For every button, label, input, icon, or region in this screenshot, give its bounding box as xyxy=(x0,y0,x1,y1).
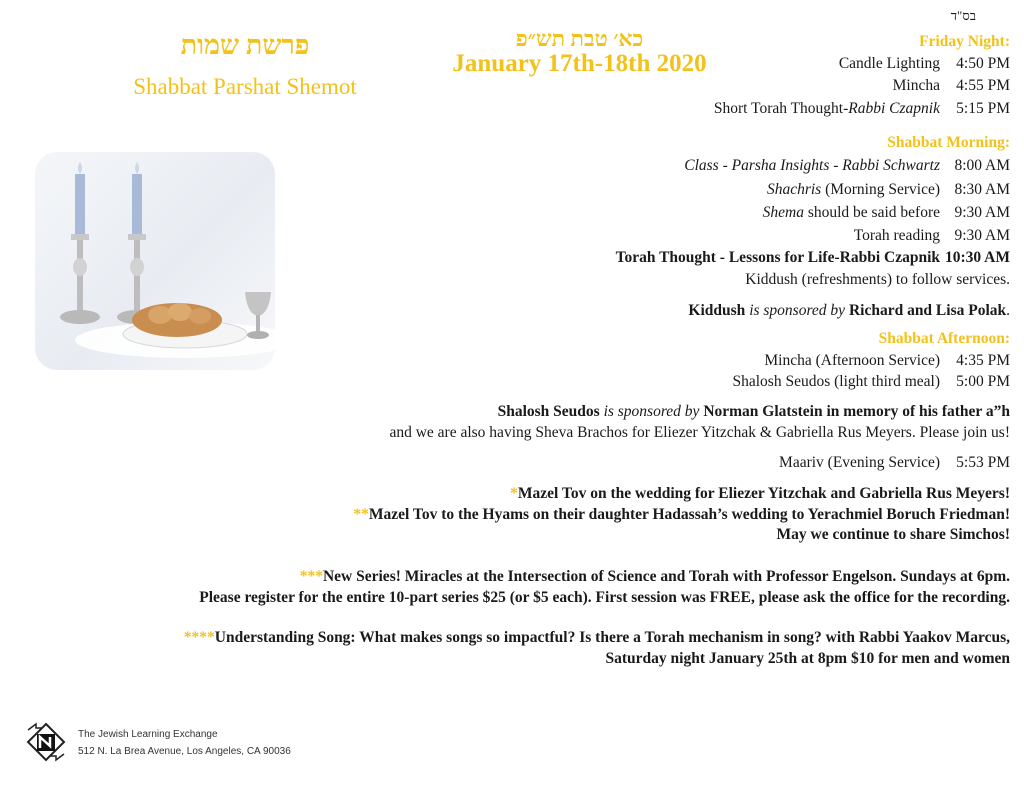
song-announcement xyxy=(184,629,1010,647)
sponsor-word: Shalosh Seudos xyxy=(497,403,600,420)
label-italic: Shachris xyxy=(766,181,822,198)
schedule-time: 4:55 PM xyxy=(956,77,1010,94)
schedule-row xyxy=(854,227,1010,245)
schedule-row xyxy=(763,204,1010,222)
asterisk: ** xyxy=(353,506,369,523)
bsd-mark: בס"ד xyxy=(950,8,976,23)
schedule-time: 5:15 PM xyxy=(956,100,1010,117)
shabbat-candles-photo xyxy=(35,152,275,370)
schedule-row xyxy=(714,100,1010,118)
footer-address: 512 N. La Brea Avenue, Los Angeles, CA 90036 xyxy=(78,746,291,757)
schedule-label xyxy=(714,100,940,118)
english-parsha-title: Shabbat Parshat Shemot xyxy=(133,74,357,99)
schedule-time: 5:53 PM xyxy=(956,454,1010,471)
series-registration: Please register for the entire 10-part series $25 (or $5 each). First session was FREE, please ask the office for the recording. xyxy=(199,589,1010,606)
schedule-row xyxy=(893,77,1010,95)
sponsor-word: Kiddush xyxy=(688,302,746,319)
label-text: Short Torah Thought- xyxy=(713,100,849,117)
schedule-time: 4:35 PM xyxy=(956,352,1010,369)
schedule-label: Torah Thought - Lessons for Life-Rabbi Czapnik xyxy=(615,249,940,266)
series-announcement xyxy=(300,568,1010,586)
label-text: should be said before xyxy=(803,204,940,221)
seudos-sponsor xyxy=(498,403,1010,421)
kiddush-sponsor xyxy=(688,302,1010,320)
schedule-time: 4:50 PM xyxy=(956,55,1010,72)
label-italic: Shema xyxy=(762,204,804,221)
schedule-time: 5:00 PM xyxy=(956,373,1010,390)
schedule-label: Shalosh Seudos (light third meal) xyxy=(732,373,940,390)
schedule-row xyxy=(779,454,1010,472)
song-details: Saturday night January 25th at 8pm $10 for men and women xyxy=(605,650,1010,667)
asterisk: * xyxy=(510,485,518,502)
schedule-label: Mincha xyxy=(892,77,940,94)
schedule-label xyxy=(767,181,940,199)
schedule-row xyxy=(732,373,1010,391)
sponsor-mid: is sponsored by xyxy=(599,403,704,420)
jle-logo-icon xyxy=(26,722,66,762)
sponsor-name: Norman Glatstein in memory of his father a”h xyxy=(703,403,1010,420)
schedule-label: Candle Lighting xyxy=(838,55,940,72)
sponsor-mid: is sponsored by xyxy=(745,302,849,319)
label-text: (Morning Service) xyxy=(821,181,940,198)
label-speaker: Rabbi Czapnik xyxy=(848,100,940,117)
schedule-time: 8:30 AM xyxy=(954,181,1010,198)
announcement-text: Mazel Tov on the wedding for Eliezer Yitzchak and Gabriella Rus Meyers! xyxy=(517,485,1010,502)
mazel-tov-2 xyxy=(353,506,1010,524)
shabbat-afternoon-heading: Shabbat Afternoon: xyxy=(878,330,1010,347)
schedule-label xyxy=(763,204,940,222)
schedule-time: 9:30 AM xyxy=(954,204,1010,221)
sponsor-name: Richard and Lisa Polak xyxy=(848,302,1007,319)
schedule-label: Mincha (Afternoon Service) xyxy=(764,352,940,369)
sponsor-end: . xyxy=(1006,302,1010,319)
simchos-note: May we continue to share Simchos! xyxy=(776,526,1010,543)
schedule-row xyxy=(839,55,1010,73)
english-date: January 17th-18th 2020 xyxy=(452,50,707,77)
asterisk: *** xyxy=(299,568,323,585)
schedule-time: 10:30 AM xyxy=(944,249,1010,266)
schedule-row xyxy=(616,249,1010,267)
schedule-label: Class - Parsha Insights - Rabbi Schwartz xyxy=(684,157,940,174)
hebrew-date: כא׳ טבת תש״פ xyxy=(515,26,644,51)
shabbat-morning-heading: Shabbat Morning: xyxy=(887,134,1010,151)
hebrew-parsha-title: פרשת שמות xyxy=(180,30,310,60)
shabbat-table-illustration xyxy=(35,152,275,370)
announcement-text: Mazel Tov to the Hyams on their daughter Hadassah’s wedding to Yerachmiel Boruch Friedman! xyxy=(368,506,1010,523)
schedule-row xyxy=(764,352,1010,370)
schedule-label: Maariv (Evening Service) xyxy=(779,454,940,471)
announcement-text: Understanding Song: What makes songs so impactful? Is there a Torah mechanism in song? with Rabbi Yaakov Marcus, xyxy=(214,629,1010,646)
schedule-time: 8:00 AM xyxy=(954,157,1010,174)
sheva-brachos-note: and we are also having Sheva Brachos for Eliezer Yitzchak & Gabriella Rus Meyers. Please join us! xyxy=(389,424,1010,441)
announcement-text: New Series! Miracles at the Intersection of Science and Torah with Professor Engelson. Sundays at 6pm. xyxy=(322,568,1010,585)
friday-night-heading: Friday Night: xyxy=(919,33,1010,50)
mazel-tov-1 xyxy=(510,485,1010,503)
footer-org-name: The Jewish Learning Exchange xyxy=(78,729,218,740)
schedule-label: Torah reading xyxy=(853,227,940,244)
asterisk: **** xyxy=(183,629,215,646)
schedule-row xyxy=(767,181,1010,199)
kiddush-note: Kiddush (refreshments) to follow services. xyxy=(745,271,1010,288)
schedule-row xyxy=(684,157,1010,175)
schedule-time: 9:30 AM xyxy=(954,227,1010,244)
